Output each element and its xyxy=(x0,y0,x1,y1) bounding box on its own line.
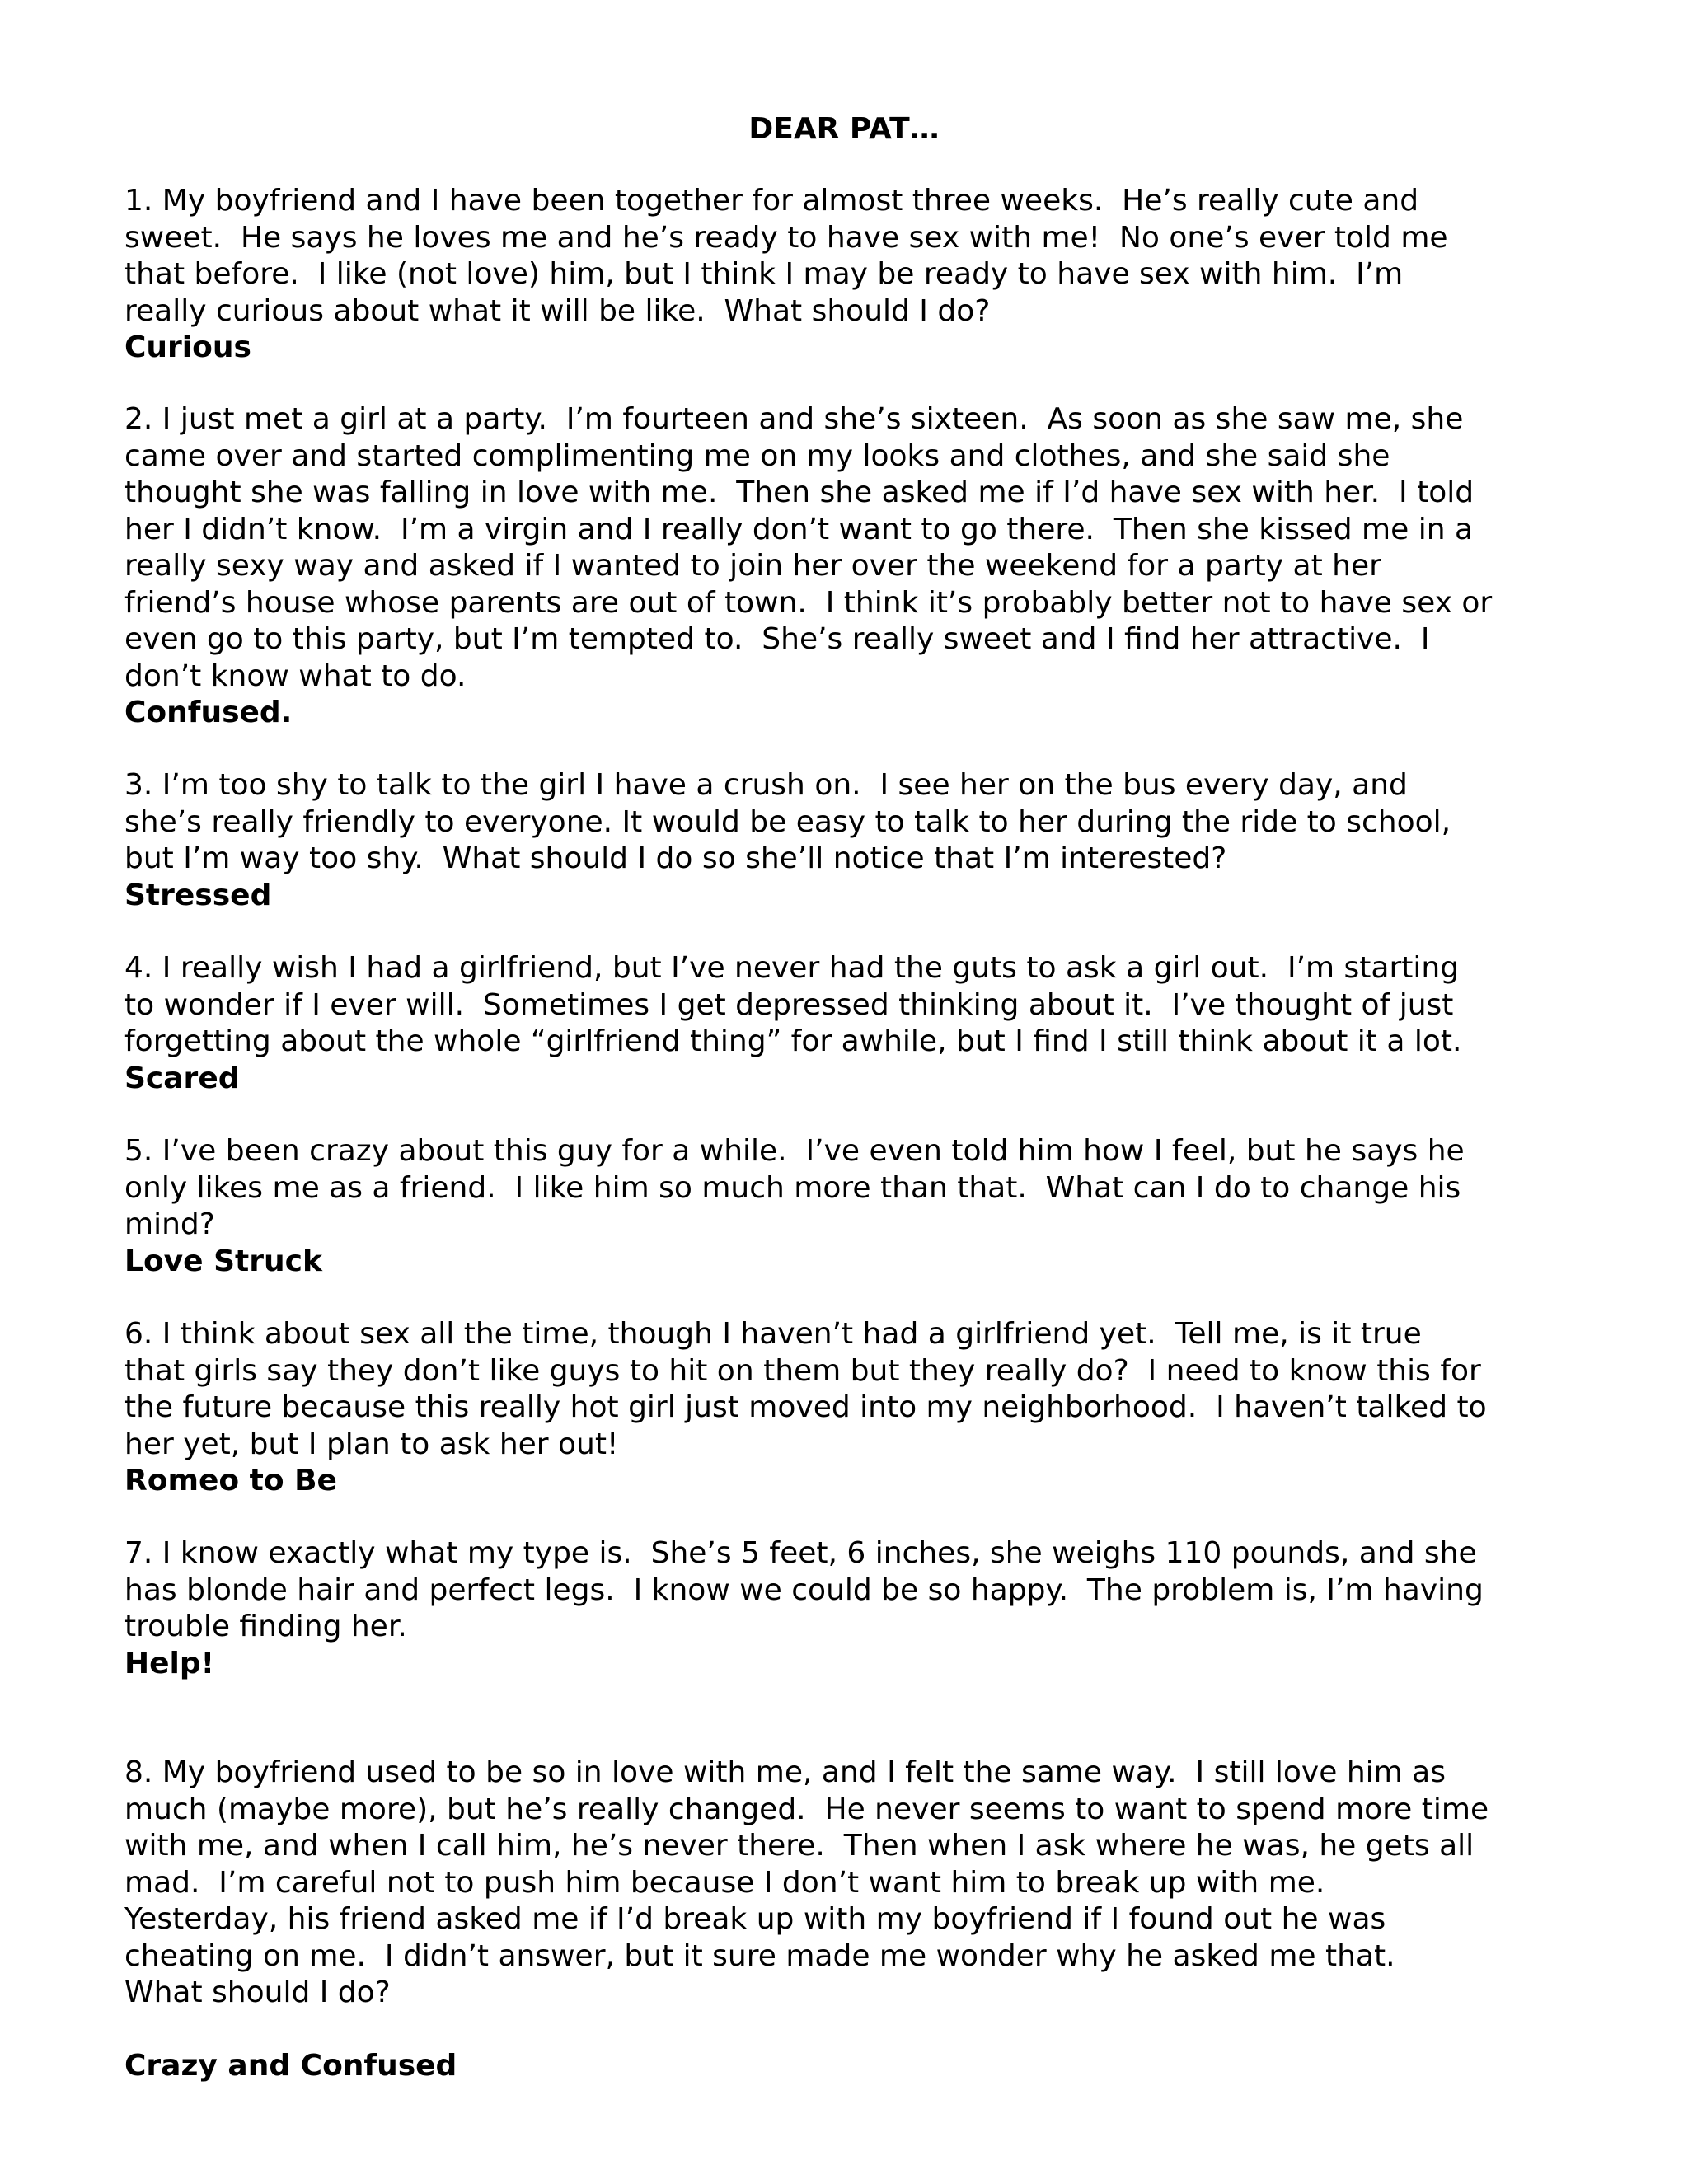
letter-signature: Help! xyxy=(124,1646,215,1680)
letter-line: to wonder if I ever will. Sometimes I get depressed thinking about it. I’ve thought of just xyxy=(124,987,1454,1022)
letter-line: don’t know what to do. xyxy=(124,658,467,693)
letter-line: that girls say they don’t like guys to hit on them but they really do? I need to know this for xyxy=(124,1353,1481,1388)
letter-line: 1. My boyfriend and I have been together for almost three weeks. He’s really cute and xyxy=(124,184,1419,218)
letter-line: she’s really friendly to everyone. It would be easy to talk to her during the ride to school, xyxy=(124,804,1451,839)
letter-signature: Romeo to Be xyxy=(124,1464,337,1497)
letter-line: even go to this party, but I’m tempted to. She’s really sweet and I find her attractive. I xyxy=(124,622,1430,656)
letter-line: really sexy way and asked if I wanted to join her over the weekend for a party at her xyxy=(124,549,1381,583)
letter-line: her yet, but I plan to ask her out! xyxy=(124,1427,619,1461)
letter-line: 8. My boyfriend used to be so in love with me, and I felt the same way. I still love him as xyxy=(124,1755,1446,1789)
letter-line: 5. I’ve been crazy about this guy for a while. I’ve even told him how I feel, but he says he xyxy=(124,1134,1465,1168)
letter-6 xyxy=(124,1316,1575,1500)
letter-line: has blonde hair and perfect legs. I know we could be so happy. The problem is, I’m having xyxy=(124,1572,1484,1607)
letter-line: thought she was falling in love with me. Then she asked me if I’d have sex with her. I told xyxy=(124,476,1475,509)
letter-4 xyxy=(124,950,1575,1097)
letter-line: sweet. He says he loves me and he’s ready to have sex with me! No one’s ever told me xyxy=(124,220,1448,255)
letter-line: cheating on me. I didn’t answer, but it sure made me wonder why he asked me that. xyxy=(124,1938,1395,1973)
letter-body xyxy=(124,1755,1575,2012)
letter-line: with me, and when I call him, he’s never there. Then when I ask where he was, he gets all xyxy=(124,1829,1475,1863)
letter-line: came over and started complimenting me on my looks and clothes, and she said she xyxy=(124,438,1390,473)
letter-8 xyxy=(124,1755,1575,2085)
letter-signature: Love Struck xyxy=(124,1244,322,1278)
letter-body xyxy=(124,183,1575,330)
letter-line: trouble finding her. xyxy=(124,1610,407,1643)
letter-line: the future because this really hot girl just moved into my neighborhood. I haven’t talked to xyxy=(124,1390,1487,1424)
letter-line: mind? xyxy=(124,1207,215,1241)
letter-line: 2. I just met a girl at a party. I’m fourteen and she’s sixteen. As soon as she saw me, she xyxy=(124,402,1464,436)
letter-line: 3. I’m too shy to talk to the girl I have a crush on. I see her on the bus every day, and xyxy=(124,768,1408,802)
letter-line: but I’m way too shy. What should I do so she’ll notice that I’m interested? xyxy=(124,841,1227,875)
letter-line: much (maybe more), but he’s really changed. He never seems to want to spend more time xyxy=(124,1792,1489,1826)
letter-body xyxy=(124,1535,1575,1646)
letter-line: forgetting about the whole “girlfriend thing” for awhile, but I find I still think about it a lot. xyxy=(124,1024,1462,1058)
letter-signature: Scared xyxy=(124,1061,240,1095)
letter-line: Yesterday, his friend asked me if I’d break up with my boyfriend if I found out he was xyxy=(124,1902,1386,1936)
letter-2 xyxy=(124,401,1575,732)
letter-line: 6. I think about sex all the time, though I haven’t had a girlfriend yet. Tell me, is it true xyxy=(124,1317,1422,1351)
letter-line: mad. I’m careful not to push him because I don’t want him to break up with me. xyxy=(124,1865,1325,1900)
letter-3 xyxy=(124,767,1575,914)
letter-5 xyxy=(124,1133,1575,1280)
letter-signature: Crazy and Confused xyxy=(124,2049,457,2083)
letter-1 xyxy=(124,183,1575,367)
letter-line: only likes me as a friend. I like him so much more than that. What can I do to change his xyxy=(124,1170,1461,1205)
letter-line: 4. I really wish I had a girlfriend, but I’ve never had the guts to ask a girl out. I’m starting xyxy=(124,951,1460,985)
letter-body xyxy=(124,401,1575,695)
letter-signature: Stressed xyxy=(124,878,272,912)
letter-line: What should I do? xyxy=(124,1975,391,2009)
letter-body xyxy=(124,950,1575,1061)
letter-signature: Confused. xyxy=(124,696,293,729)
page-title: DEAR PAT… xyxy=(748,112,940,146)
letter-line: friend’s house whose parents are out of town. I think it’s probably better not to have sex or xyxy=(124,585,1493,620)
letter-body xyxy=(124,1316,1575,1463)
letter-body xyxy=(124,1133,1575,1244)
letter-line: her I didn’t know. I’m a virgin and I really don’t want to go there. Then she kissed me in a xyxy=(124,512,1474,546)
letter-signature: Curious xyxy=(124,330,251,364)
letter-line: that before. I like (not love) him, but I think I may be ready to have sex with him. I’m xyxy=(124,257,1404,291)
letter-line: 7. I know exactly what my type is. She’s 5 feet, 6 inches, she weighs 110 pounds, and she xyxy=(124,1536,1477,1570)
letter-7 xyxy=(124,1535,1575,1682)
letter-line: really curious about what it will be like. What should I do? xyxy=(124,293,991,328)
letter-body xyxy=(124,767,1575,878)
